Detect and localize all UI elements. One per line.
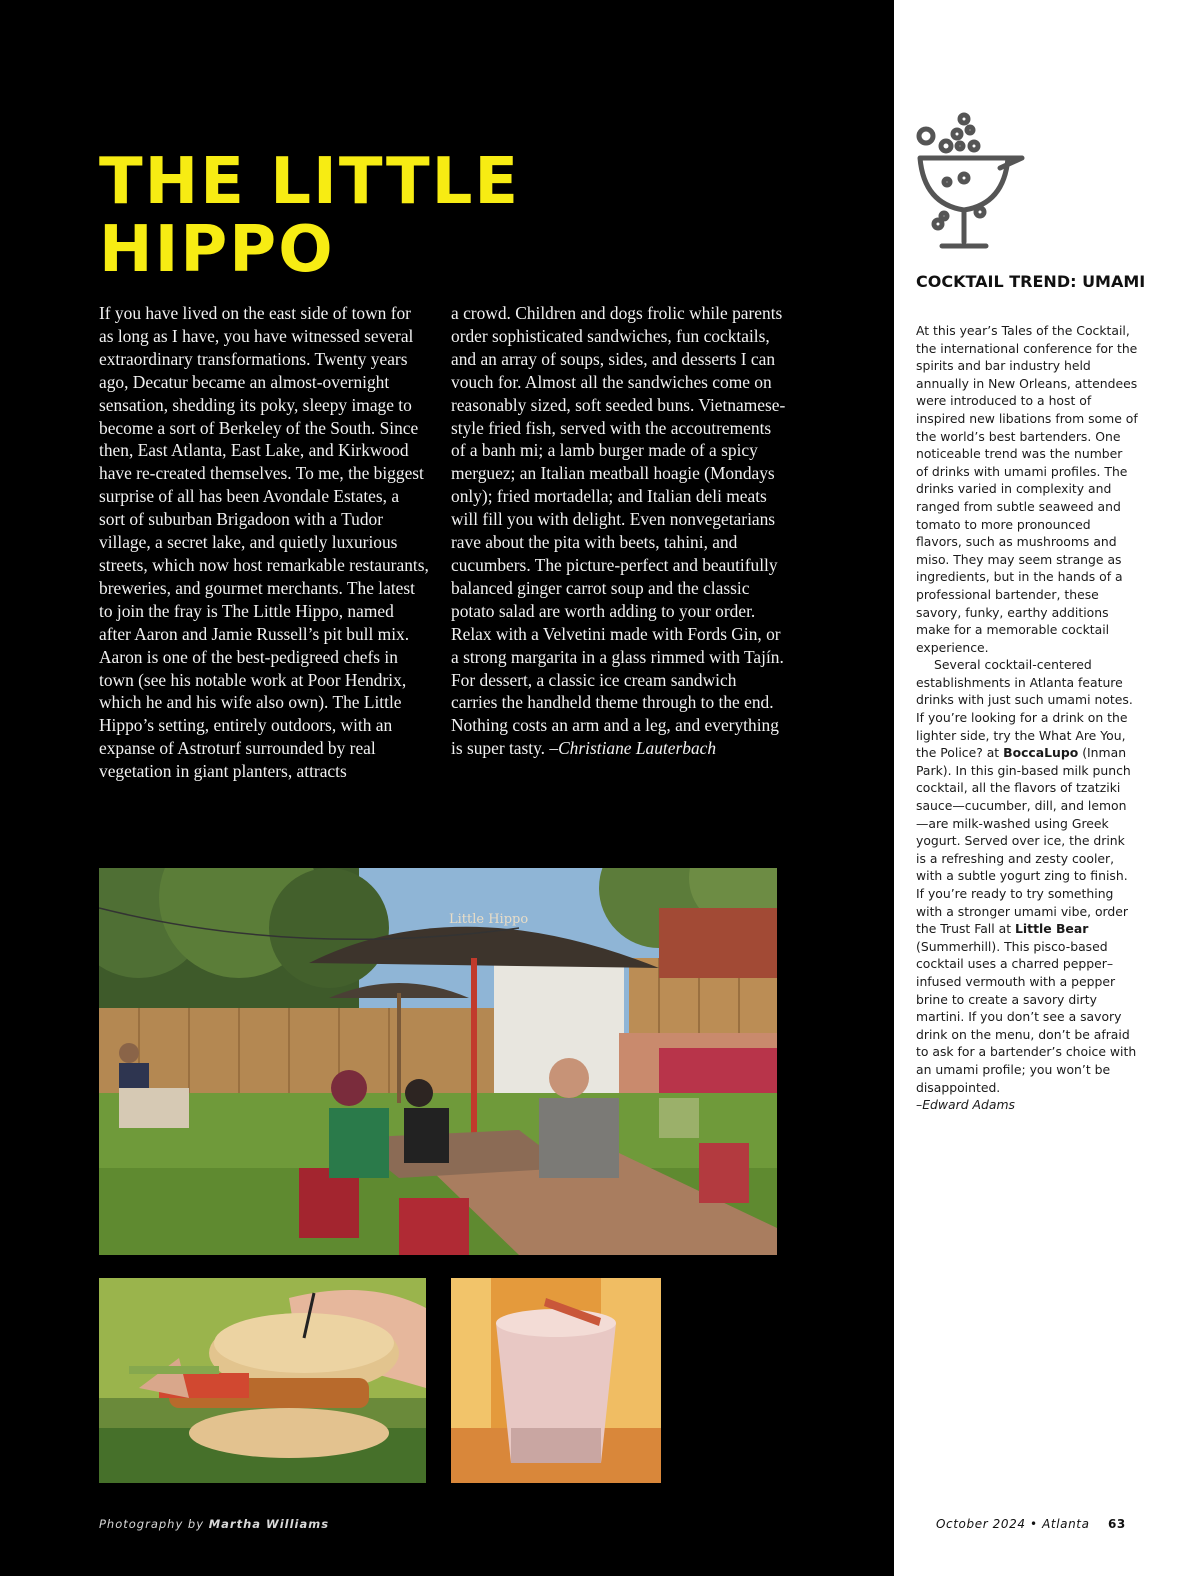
patio-photo [99, 868, 777, 1255]
sidebar-byline: –Edward Adams [916, 1097, 1015, 1113]
article-title [99, 145, 659, 287]
venue-boccalupo: BoccaLupo [1003, 745, 1079, 761]
sidebar-p2-text-c: (Summerhill). This pisco-based cocktail uses a charred pepper–infused vermouth with a pepper brine to create a savory dirty martini. If you don’t see a savory drink on the menu, don’t be afraid to ask for a bartender’s choice with an umami profile; you won’t be disappointed. [916, 938, 1137, 1095]
page-folio [936, 1517, 1136, 1531]
sidebar-paragraph-1: At this year’s Tales of the Cocktail, the international conference for the spirits and bar industry held annually in New Orleans, attendees were introduced to a host of inspired new libations from some of the world’s best bartenders. One noticeable trend was the number of drinks with umami profiles. The drinks varied in complexity and ranged from subtle seaweed and tomato to more pronounced flavors, such as mushrooms and miso. They may seem strange as ingredients, but in the hands of a professional bartender, these savory, funky, earthy additions make for a memorable cocktail experience. [916, 323, 1138, 655]
venue-little-bear: Little Bear [1015, 921, 1089, 937]
credit-prefix: Photography by [99, 1517, 205, 1531]
page-number: 63 [1107, 1517, 1126, 1531]
umbrella-logo-text: Little Hippo [449, 912, 529, 927]
article-byline: –Christiane Lauterbach [549, 738, 717, 759]
credit-photographer: Martha Williams [208, 1517, 330, 1531]
title-line-1: THE LITTLE [99, 145, 521, 219]
article-column-2 [451, 302, 787, 760]
column-2-text: a crowd. Children and dogs frolic while parents order sophisticated sandwiches, fun cocktails, and an array of soups, sides, and desserts I can vouch for. Almost all the sandwiches come on reasonably sized, soft seeded buns. Vietnamese-style fried fish, served with the accoutrements of a banh mi; a lamb burger made of a spicy merguez; an Italian meatball hoagie (Mondays only); fried mortadella; and Italian deli meats will fill you with delight. Even nonvegetarians rave about the pita with beets, tahini, and cucumbers. The picture-perfect and beautifully balanced ginger carrot soup and the classic potato salad are worth adding to your order. Relax with a Velvetini made with Fords Gin, or a strong margarita in a glass rimmed with Tajín. For dessert, a classic ice cream sandwich carries the handheld theme through to the end. Nothing costs an arm and a leg, and everything is super tasty. [451, 303, 786, 759]
sidebar-heading: COCKTAIL TREND: UMAMI [916, 272, 1146, 291]
sidebar-byline-paragraph [916, 1096, 1138, 1114]
folio-publication: October 2024 • Atlanta [936, 1517, 1090, 1531]
cocktail-photo [451, 1278, 661, 1483]
photo-credit [99, 1517, 329, 1531]
sidebar-body [916, 322, 1138, 1114]
article-column-1 [99, 302, 429, 783]
title-line-2: HIPPO [99, 213, 335, 287]
sidebar-p2-text-a: Several cocktail-centered establishments in Atlanta feature drinks with just such umami notes. If you’re looking for a drink on the lighter side, try the What Are You, the Police? at [916, 657, 1133, 761]
sidebar-p2-text-b: (Inman Park). In this gin-based milk punch cocktail, all the flavors of tzatziki sauce—cucumber, dill, and lemon—are milk-washed using Greek yogurt. Served over ice, the drink is a refreshing and zesty cooler, with a subtle yogurt zing to finish. If you’re ready to try something with a stronger umami vibe, order the Trust Fall at [916, 745, 1131, 937]
sidebar-paragraph-2 [916, 656, 1138, 1096]
cocktail-glass-icon [912, 112, 1032, 254]
sandwich-photo [99, 1278, 426, 1483]
column-1-text: If you have lived on the east side of town for as long as I have, you have witnessed several extraordinary transformations. Twenty years ago, Decatur became an almost-overnight sensation, shedding its poky, sleepy image to become a sort of Berkeley of the South. Since then, East Atlanta, East Lake, and Kirkwood have re-created themselves. To me, the biggest surprise of all has been Avondale Estates, a sort of suburban Brigadoon with a Tudor village, a secret lake, and quietly luxurious streets, which now host remarkable restaurants, breweries, and gourmet merchants. The latest to join the fray is The Little Hippo, named after Aaron and Jamie Russell’s pit bull mix. Aaron is one of the best-pedigreed chefs in town (see his notable work at Poor Hendrix, which he and his wife also own). The Little Hippo’s setting, entirely outdoors, with an expanse of Astroturf surrounded by real vegetation in giant planters, attracts [99, 303, 429, 782]
column-2-paragraph [451, 302, 787, 760]
